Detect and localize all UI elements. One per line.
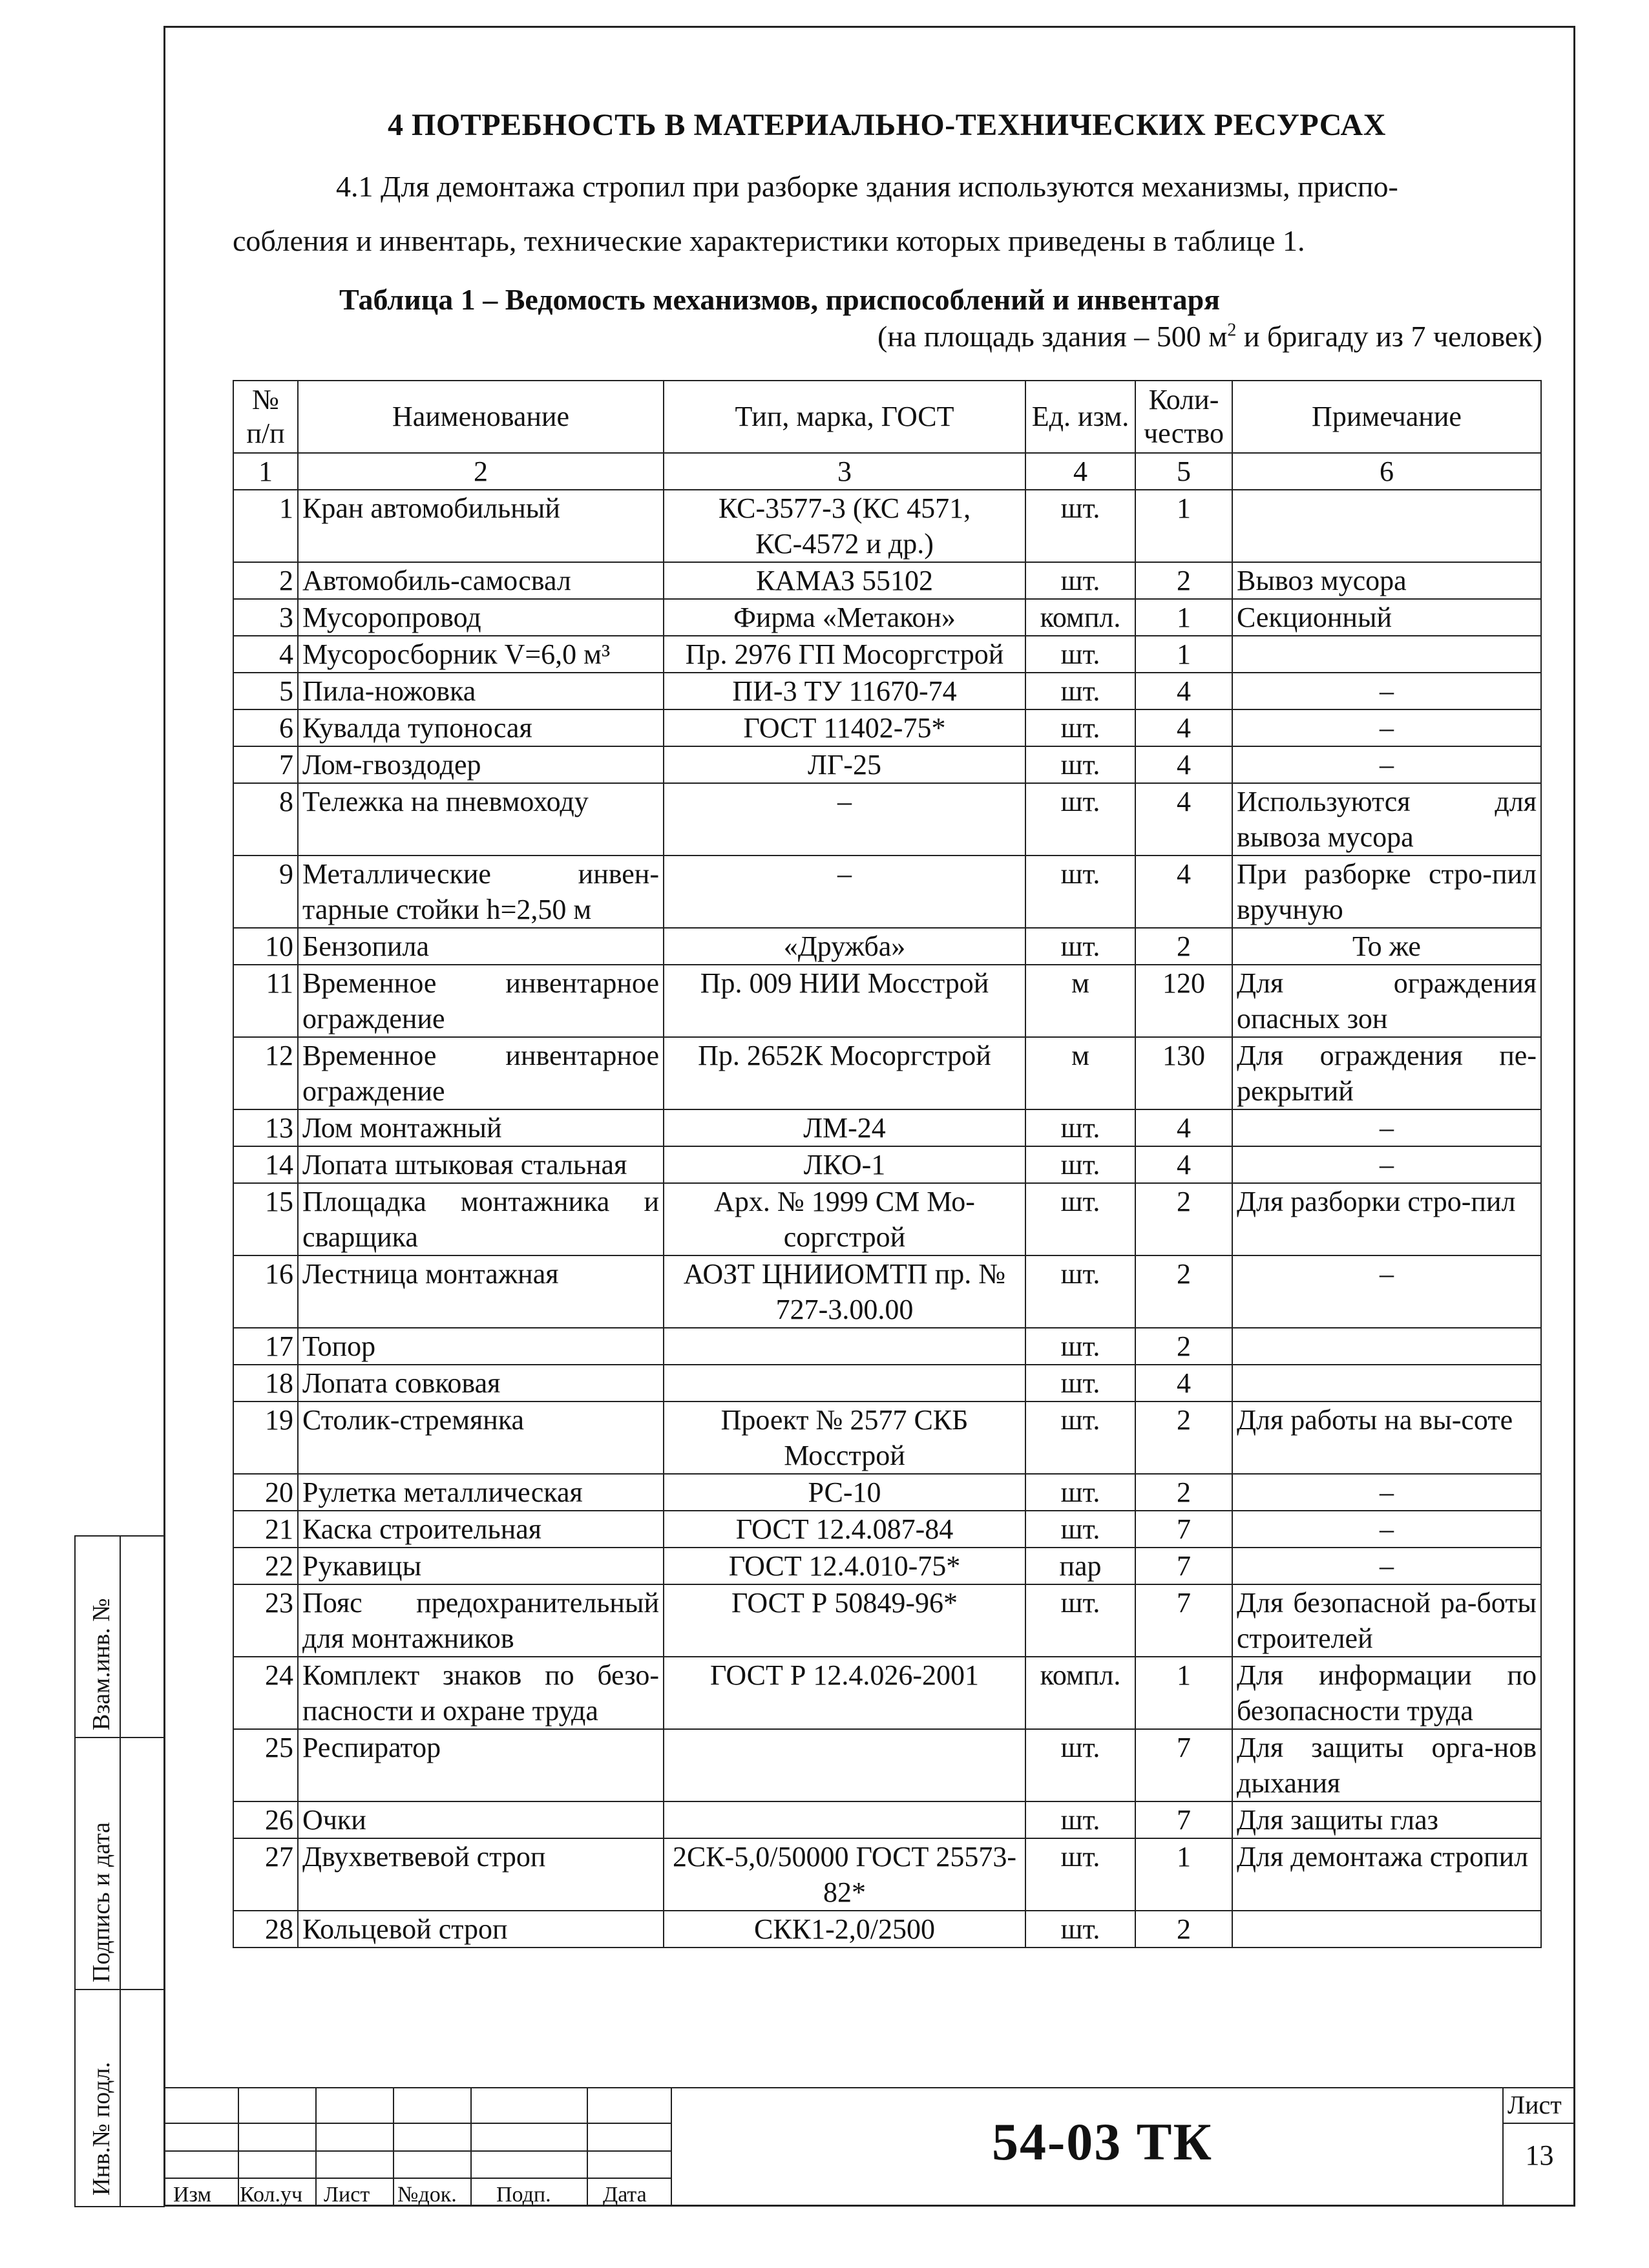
row-note: То же <box>1232 928 1541 965</box>
row-unit: пар <box>1025 1548 1135 1584</box>
row-note: Для демонтажа стропил <box>1232 1838 1541 1911</box>
row-number: 19 <box>233 1402 298 1474</box>
row-name: Двухветвевой строп <box>298 1838 664 1911</box>
row-unit: шт. <box>1025 1911 1135 1948</box>
row-unit: шт. <box>1025 1402 1135 1474</box>
row-note: – <box>1232 1255 1541 1328</box>
table-subcaption: (на площадь здания – 500 $м^2$ и бригаду из 7 человек) <box>877 320 1542 353</box>
table-row <box>233 673 1541 709</box>
row-note: Для защиты глаз <box>1232 1801 1541 1838</box>
row-qty: 7 <box>1135 1801 1232 1838</box>
table-row <box>233 1657 1541 1729</box>
row-number: 14 <box>233 1146 298 1183</box>
row-unit: шт. <box>1025 636 1135 673</box>
row-name: Столик-стремянка <box>298 1402 664 1474</box>
row-unit: шт. <box>1025 490 1135 562</box>
row-qty: 4 <box>1135 746 1232 783</box>
row-type: – <box>664 783 1025 856</box>
row-type: ГОСТ Р 50849-96* <box>664 1584 1025 1657</box>
row-qty: 1 <box>1135 1657 1232 1729</box>
row-qty: 120 <box>1135 965 1232 1037</box>
row-note <box>1232 1911 1541 1948</box>
row-name: Рулетка металлическая <box>298 1474 664 1511</box>
row-number: 10 <box>233 928 298 965</box>
row-unit: шт. <box>1025 1109 1135 1146</box>
row-number: 16 <box>233 1255 298 1328</box>
row-qty: 4 <box>1135 1146 1232 1183</box>
row-name: Мусоропровод <box>298 599 664 636</box>
row-unit: шт. <box>1025 1584 1135 1657</box>
table-row <box>233 1511 1541 1548</box>
row-qty: 2 <box>1135 1255 1232 1328</box>
table-row <box>233 1255 1541 1328</box>
row-number: 21 <box>233 1511 298 1548</box>
table-row <box>233 1109 1541 1146</box>
row-number: 2 <box>233 562 298 599</box>
row-unit: шт. <box>1025 928 1135 965</box>
table-row <box>233 1365 1541 1402</box>
row-unit: шт. <box>1025 1729 1135 1801</box>
row-number: 15 <box>233 1183 298 1255</box>
table-row <box>233 1037 1541 1109</box>
table-row <box>233 490 1541 562</box>
table-row <box>233 1838 1541 1911</box>
row-type: ГОСТ 12.4.087-84 <box>664 1511 1025 1548</box>
row-number: 18 <box>233 1365 298 1402</box>
tb-label-izm: Изм <box>173 2183 212 2207</box>
tb-label-podp: Подп. <box>496 2183 551 2207</box>
row-qty: 2 <box>1135 1474 1232 1511</box>
table-row <box>233 1328 1541 1365</box>
row-unit: шт. <box>1025 1801 1135 1838</box>
row-note: – <box>1232 1474 1541 1511</box>
row-unit: шт. <box>1025 856 1135 928</box>
row-note: Секционный <box>1232 599 1541 636</box>
row-qty: 4 <box>1135 1365 1232 1402</box>
row-qty: 4 <box>1135 856 1232 928</box>
row-name: Временное инвентарное ограждение <box>298 965 664 1037</box>
row-qty: 7 <box>1135 1548 1232 1584</box>
row-qty: 2 <box>1135 928 1232 965</box>
row-type: ГОСТ Р 12.4.026-2001 <box>664 1657 1025 1729</box>
row-name: Временное инвентарное ограждение <box>298 1037 664 1109</box>
row-type: Проект № 2577 СКБ Мосстрой <box>664 1402 1025 1474</box>
row-type <box>664 1328 1025 1365</box>
row-type: Арх. № 1999 СМ Мо-соргстрой <box>664 1183 1025 1255</box>
row-qty: 2 <box>1135 1402 1232 1474</box>
table-row <box>233 1801 1541 1838</box>
row-unit: шт. <box>1025 673 1135 709</box>
row-name: Тележка на пневмоходу <box>298 783 664 856</box>
title-block <box>163 2087 1575 2207</box>
row-name: Топор <box>298 1328 664 1365</box>
table-row <box>233 599 1541 636</box>
row-number: 13 <box>233 1109 298 1146</box>
row-note: – <box>1232 1109 1541 1146</box>
row-note <box>1232 1365 1541 1402</box>
header-num: № п/п <box>233 381 298 453</box>
row-unit: шт. <box>1025 1146 1135 1183</box>
row-name: Лом-гвоздодер <box>298 746 664 783</box>
table-row <box>233 1911 1541 1948</box>
table-row <box>233 562 1541 599</box>
table-row <box>233 1548 1541 1584</box>
row-type: Пр. 009 НИИ Мосстрой <box>664 965 1025 1037</box>
tb-label-koluch: Кол.уч <box>240 2183 303 2207</box>
row-name: Лестница монтажная <box>298 1255 664 1328</box>
row-qty: 2 <box>1135 562 1232 599</box>
row-qty: 7 <box>1135 1584 1232 1657</box>
row-unit: шт. <box>1025 783 1135 856</box>
table-row <box>233 1584 1541 1657</box>
row-number: 28 <box>233 1911 298 1948</box>
table-row <box>233 1474 1541 1511</box>
row-qty: 1 <box>1135 599 1232 636</box>
row-name: Пояс предохранительный для монтажников <box>298 1584 664 1657</box>
table-row <box>233 1183 1541 1255</box>
row-note: – <box>1232 709 1541 746</box>
table-row <box>233 856 1541 928</box>
table-row <box>233 783 1541 856</box>
table-row <box>233 928 1541 965</box>
row-number: 23 <box>233 1584 298 1657</box>
row-name: Пила-ножовка <box>298 673 664 709</box>
table-row <box>233 636 1541 673</box>
row-qty: 1 <box>1135 636 1232 673</box>
row-qty: 2 <box>1135 1328 1232 1365</box>
document-code: 54-03 ТК <box>992 2112 1213 2171</box>
row-unit: шт. <box>1025 1838 1135 1911</box>
row-qty: 4 <box>1135 783 1232 856</box>
row-note: Используются для вывоза мусора <box>1232 783 1541 856</box>
row-number: 4 <box>233 636 298 673</box>
row-qty: 2 <box>1135 1911 1232 1948</box>
row-unit: шт. <box>1025 709 1135 746</box>
row-type <box>664 1729 1025 1801</box>
row-number: 20 <box>233 1474 298 1511</box>
row-name: Мусоросборник V=6,0 м³ <box>298 636 664 673</box>
col-number: 4 <box>1025 453 1135 490</box>
row-note: – <box>1232 1146 1541 1183</box>
row-name: Каска строительная <box>298 1511 664 1548</box>
tb-label-data: Дата <box>603 2183 647 2207</box>
intro-line-1: 4.1 Для демонтажа стропил при разборке здания используются механизмы, приспо- <box>336 170 1398 203</box>
col-number: 6 <box>1232 453 1541 490</box>
row-type: КС-3577-3 (КС 4571, КС-4572 и др.) <box>664 490 1025 562</box>
row-type: Фирма «Метакон» <box>664 599 1025 636</box>
resources-table <box>233 380 1542 1948</box>
row-name: Лопата штыковая стальная <box>298 1146 664 1183</box>
table-row <box>233 1402 1541 1474</box>
row-qty: 7 <box>1135 1729 1232 1801</box>
row-number: 1 <box>233 490 298 562</box>
row-note: – <box>1232 673 1541 709</box>
row-type: 2СК-5,0/50000 ГОСТ 25573-82* <box>664 1838 1025 1911</box>
row-note: – <box>1232 1548 1541 1584</box>
row-name: Бензопила <box>298 928 664 965</box>
row-number: 9 <box>233 856 298 928</box>
column-number-row <box>233 453 1541 490</box>
col-number: 5 <box>1135 453 1232 490</box>
row-type: Пр. 2976 ГП Мосоргстрой <box>664 636 1025 673</box>
row-unit: компл. <box>1025 1657 1135 1729</box>
row-type: Пр. 2652К Мосоргстрой <box>664 1037 1025 1109</box>
row-number: 27 <box>233 1838 298 1911</box>
row-qty: 1 <box>1135 1838 1232 1911</box>
table-header-row <box>233 381 1541 453</box>
row-unit: шт. <box>1025 1328 1135 1365</box>
table-row <box>233 746 1541 783</box>
header-unit: Ед. изм. <box>1025 381 1135 453</box>
row-type: ЛМ-24 <box>664 1109 1025 1146</box>
row-unit: шт. <box>1025 746 1135 783</box>
row-note: Для защиты орга-нов дыхания <box>1232 1729 1541 1801</box>
row-note <box>1232 1328 1541 1365</box>
row-name: Лом монтажный <box>298 1109 664 1146</box>
row-note: – <box>1232 746 1541 783</box>
row-note <box>1232 636 1541 673</box>
row-name: Лопата совковая <box>298 1365 664 1402</box>
tb-label-list: Лист <box>324 2183 370 2207</box>
row-number: 3 <box>233 599 298 636</box>
section-title: 4 ПОТРЕБНОСТЬ В МАТЕРИАЛЬНО-ТЕХНИЧЕСКИХ РЕСУРСАХ <box>388 108 1386 142</box>
row-unit: шт. <box>1025 1183 1135 1255</box>
row-number: 5 <box>233 673 298 709</box>
row-type: ЛГ-25 <box>664 746 1025 783</box>
row-type <box>664 1365 1025 1402</box>
intro-line-2: собления и инвентарь, технические характеристики которых приведены в таблице 1. <box>233 224 1305 257</box>
row-name: Автомобиль-самосвал <box>298 562 664 599</box>
row-name: Кольцевой строп <box>298 1911 664 1948</box>
row-number: 25 <box>233 1729 298 1801</box>
row-unit: шт. <box>1025 1365 1135 1402</box>
side-stamp <box>74 1535 165 2207</box>
header-name: Наименование <box>298 381 664 453</box>
header-note: Примечание <box>1232 381 1541 453</box>
table-row <box>233 1146 1541 1183</box>
row-note <box>1232 490 1541 562</box>
row-type: – <box>664 856 1025 928</box>
row-number: 22 <box>233 1548 298 1584</box>
row-number: 6 <box>233 709 298 746</box>
row-note: Для работы на вы-соте <box>1232 1402 1541 1474</box>
row-unit: компл. <box>1025 599 1135 636</box>
row-type: РС-10 <box>664 1474 1025 1511</box>
col-number: 2 <box>298 453 664 490</box>
row-name: Рукавицы <box>298 1548 664 1584</box>
row-note: При разборке стро-пил вручную <box>1232 856 1541 928</box>
col-number: 1 <box>233 453 298 490</box>
row-qty: 4 <box>1135 709 1232 746</box>
row-note: Для разборки стро-пил <box>1232 1183 1541 1255</box>
row-note: – <box>1232 1511 1541 1548</box>
row-qty: 7 <box>1135 1511 1232 1548</box>
row-type: «Дружба» <box>664 928 1025 965</box>
stamp-signature-label: Подпись и дата <box>88 1822 115 1982</box>
header-type: Тип, марка, ГОСТ <box>664 381 1025 453</box>
row-type <box>664 1801 1025 1838</box>
row-qty: 2 <box>1135 1183 1232 1255</box>
header-qty: Коли-чество <box>1135 381 1232 453</box>
row-unit: шт. <box>1025 1511 1135 1548</box>
row-note: Для безопасной ра-боты строителей <box>1232 1584 1541 1657</box>
row-number: 26 <box>233 1801 298 1838</box>
row-name: Кран автомобильный <box>298 490 664 562</box>
table-row <box>233 1729 1541 1801</box>
row-type: ЛКО-1 <box>664 1146 1025 1183</box>
row-note: Для ограждения пе-рекрытий <box>1232 1037 1541 1109</box>
row-name: Металлические инвен-тарные стойки h=2,50 м <box>298 856 664 928</box>
row-type: АОЗТ ЦНИИОМТП пр. № 727-3.00.00 <box>664 1255 1025 1328</box>
row-type: ГОСТ 12.4.010-75* <box>664 1548 1025 1584</box>
tb-label-ndok: №док. <box>397 2183 457 2207</box>
stamp-vzam-label: Взам.инв. № <box>88 1598 115 1730</box>
sheet-box <box>1502 2087 1575 2207</box>
row-name: Площадка монтажника и сварщика <box>298 1183 664 1255</box>
row-number: 8 <box>233 783 298 856</box>
row-note: Для ограждения опасных зон <box>1232 965 1541 1037</box>
row-note: Вывоз мусора <box>1232 562 1541 599</box>
row-note: Для информации по безопасности труда <box>1232 1657 1541 1729</box>
sheet-label: Лист <box>1507 2090 1562 2119</box>
row-unit: шт. <box>1025 562 1135 599</box>
row-number: 11 <box>233 965 298 1037</box>
row-type: ГОСТ 11402-75* <box>664 709 1025 746</box>
sheet-number: 13 <box>1525 2139 1554 2171</box>
table-row <box>233 709 1541 746</box>
row-unit: шт. <box>1025 1474 1135 1511</box>
row-unit: м <box>1025 1037 1135 1109</box>
col-number: 3 <box>664 453 1025 490</box>
row-number: 17 <box>233 1328 298 1365</box>
row-name: Комплект знаков по безо-пасности и охране труда <box>298 1657 664 1729</box>
stamp-inv-label: Инв.№ подл. <box>88 2061 115 2196</box>
table-row <box>233 965 1541 1037</box>
row-name: Очки <box>298 1801 664 1838</box>
row-type: ПИ-3 ТУ 11670-74 <box>664 673 1025 709</box>
row-name: Респиратор <box>298 1729 664 1801</box>
row-number: 24 <box>233 1657 298 1729</box>
row-unit: м <box>1025 965 1135 1037</box>
table-caption: Таблица 1 – Ведомость механизмов, приспособлений и инвентаря <box>339 283 1221 316</box>
row-type: КАМАЗ 55102 <box>664 562 1025 599</box>
row-number: 12 <box>233 1037 298 1109</box>
row-name: Кувалда тупоносая <box>298 709 664 746</box>
row-qty: 4 <box>1135 673 1232 709</box>
row-qty: 130 <box>1135 1037 1232 1109</box>
row-number: 7 <box>233 746 298 783</box>
row-unit: шт. <box>1025 1255 1135 1328</box>
row-qty: 1 <box>1135 490 1232 562</box>
row-qty: 4 <box>1135 1109 1232 1146</box>
row-type: СКК1-2,0/2500 <box>664 1911 1025 1948</box>
